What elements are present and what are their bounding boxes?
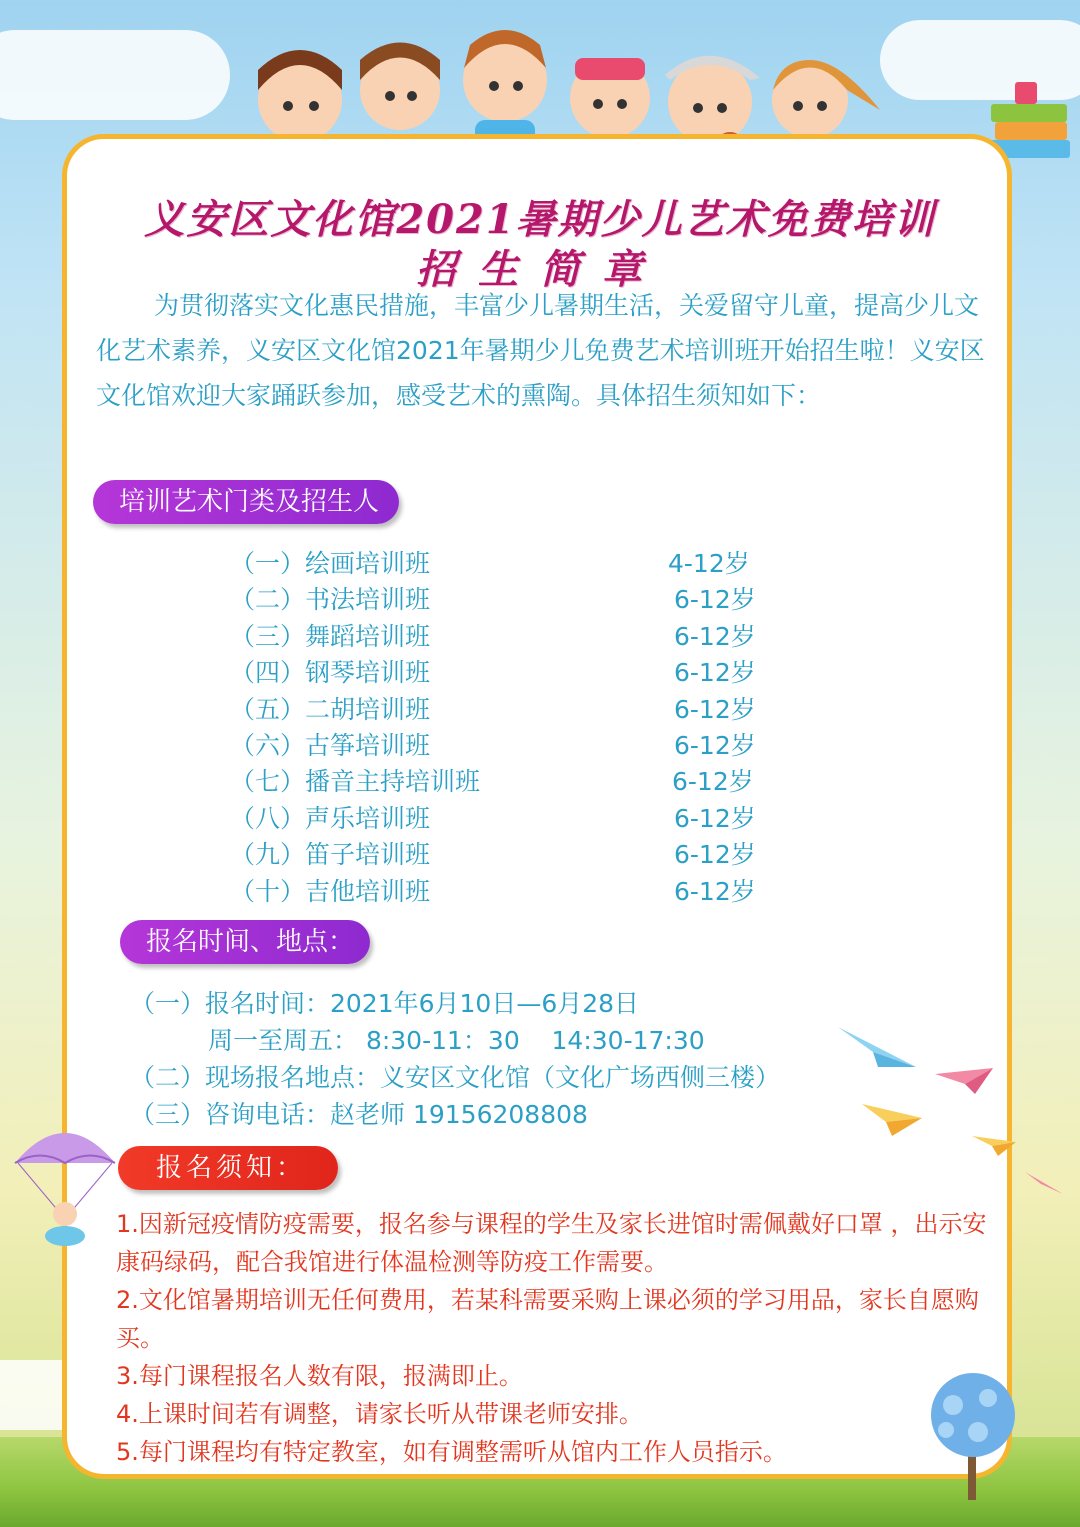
class-name: （三）舞蹈培训班 [230,621,431,651]
list-item [230,837,790,873]
list-item [230,728,790,764]
class-name: （七）播音主持培训班 [230,767,481,797]
class-name: （五）二胡培训班 [230,694,431,724]
paper-plane-icon [972,1132,1018,1158]
list-item [230,764,790,800]
class-age: 6-12岁 [674,876,756,906]
classes-heading: 培训艺术门类及招生人数 [93,480,399,524]
list-item [230,801,790,837]
list-item [230,692,790,728]
class-name: （八）声乐培训班 [230,803,431,833]
cloud-decoration [0,30,230,120]
class-age: 6-12岁 [674,694,756,724]
signup-info [130,985,890,1133]
page-subtitle: 招生简章 [416,246,664,293]
class-name: （四）钢琴培训班 [230,658,431,688]
class-name: （十）吉他培训班 [230,876,431,906]
signup-heading: 报名时间、地点： [120,920,370,964]
list-item [230,655,790,691]
class-age: 4-12岁 [668,549,750,578]
notice-item: 2.文化馆暑期培训无任何费用，若某科需要采购上课必须的学习用品，家长自愿购买。 [116,1286,979,1352]
flower-tree-icon [918,1370,1028,1500]
paper-plane-icon [838,1022,918,1072]
class-name: （二）书法培训班 [230,585,431,615]
class-name: （六）古筝培训班 [230,730,431,760]
notice-item: 3.每门课程报名人数有限，报满即止。 [116,1362,523,1390]
class-age: 6-12岁 [672,767,754,797]
class-age: 6-12岁 [674,803,756,833]
list-item [230,546,790,582]
list-item [230,619,790,655]
class-age: 6-12岁 [674,730,756,760]
page-title: 义安区文化馆2021暑期少儿艺术免费培训 [144,196,936,243]
paper-plane-icon [935,1066,995,1096]
parachute-girl-icon [10,1118,120,1248]
class-name: （九）笛子培训班 [230,840,431,870]
paper-plane-icon [862,1102,924,1138]
class-list [230,546,790,910]
class-name: （一）绘画培训班 [230,549,431,578]
class-age: 6-12岁 [674,621,756,651]
notice-list [116,1205,996,1471]
notice-item: 1.因新冠疫情防疫需要，报名参与课程的学生及家长进馆时需佩戴好口罩 ，出示安康码绿码，配合我馆进行体温检测等防疫工作需要。 [116,1210,987,1276]
signup-time: （一）报名时间：2021年6月10日—6月28日 [130,989,640,1018]
intro-paragraph: 为贯彻落实文化惠民措施，丰富少儿暑期生活，关爱留守儿童，提高少儿文化艺术素养，义安区文化馆2021年暑期少儿免费艺术培训班开始招生啦！义安区文化馆欢迎大家踊跃参加，感受艺术的熏陶。具体招生须知如下： [96,291,985,410]
list-item [230,874,790,910]
signup-place: （二）现场报名地点：义安区文化馆（文化广场西侧三楼） [130,1063,781,1092]
notice-item: 4.上课时间若有调整，请家长听从带课老师安排。 [116,1400,643,1428]
class-age: 6-12岁 [674,585,756,615]
paper-plane-icon [1025,1170,1065,1198]
notice-item: 5.每门课程均有特定教室，如有调整需听从馆内工作人员指示。 [116,1438,787,1466]
signup-phone: （三）咨询电话：赵老师 19156208808 [130,1100,588,1129]
list-item [230,582,790,618]
signup-hours: 周一至周五： 8:30-11：30 14:30-17:30 [208,1026,705,1055]
class-age: 6-12岁 [674,658,756,688]
class-age: 6-12岁 [674,840,756,870]
notice-heading: 报名须知： [118,1146,338,1190]
